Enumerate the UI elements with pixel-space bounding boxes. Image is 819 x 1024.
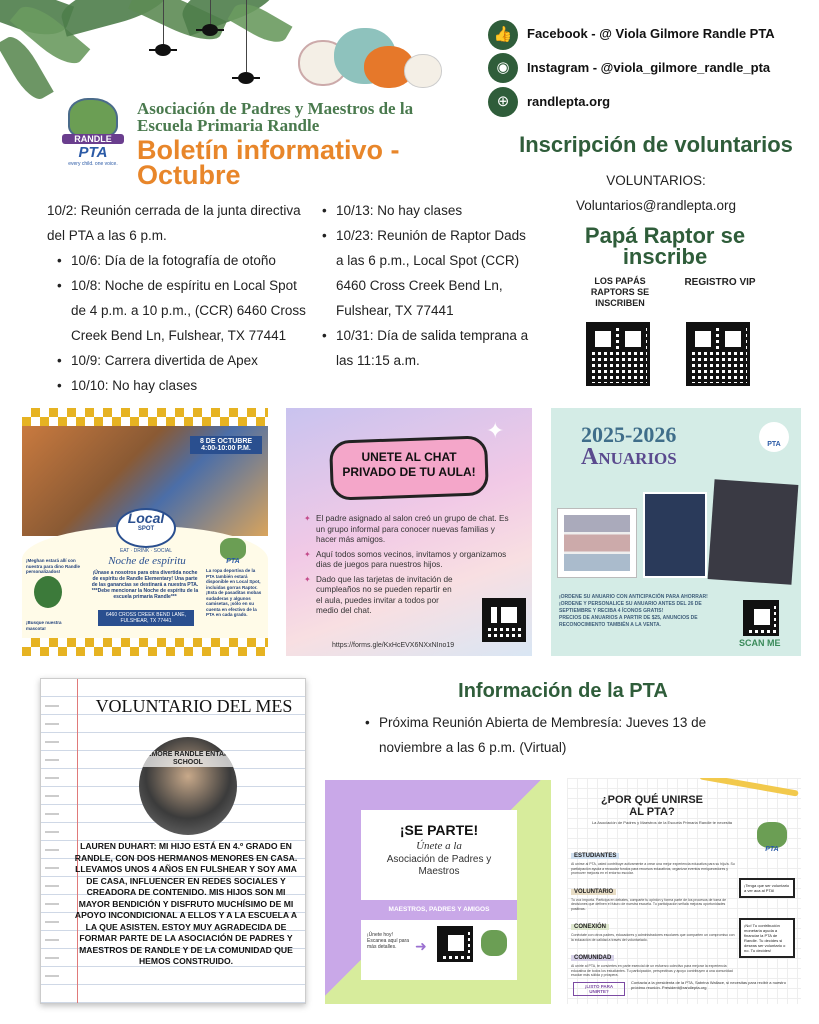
- vip-qr-code[interactable]: [686, 322, 750, 386]
- mascot-caption: ¡Busque nuestra mascota!: [26, 620, 62, 631]
- join-script: Únete a la: [416, 840, 462, 852]
- why-section: VOLUNTARIO Tu voz importa. Participa en debates, comparte tu opinión y forma parte de los procesos de toma de decisiones que definen el futuro de nuestra escuela. Tu participación señala mejoras oportunidades positivas.: [571, 888, 727, 911]
- chat-form-url[interactable]: https://forms.gle/KxHcEVX6NXxNIno19: [332, 642, 455, 649]
- flyer-body: ¡Únase a nosotros para otra divertida noche de espíritu de Randle Elementary! Una parte de las ganancias se destinará a nuestra PTA. ***Debe mencionar la Noche de espíritu de la escuela primaria Randle***: [91, 570, 199, 600]
- pta-logo: [220, 538, 246, 560]
- volunteer-month-body: LAUREN DUHART: MI HIJO ESTÁ EN 4.º GRADO EN RANDLE, CON DOS HERMANOS MENORES EN CASA. LLEVAMOS UNOS 4 AÑOS EN FULSHEAR Y SOY AMA DE CASA, INFLUENCER EN REDES SOCIALES Y CREADORA DE CONTENIDO. MIS HIJOS SON MI MAYOR BENDICIÓN Y DISFRUTO MUCHÍSIMO DE MI APOYO INCONDICIONAL A ELLOS Y A LA ESCUELA A LA QUE ASISTEN. ESTOY MUY AGRADECIDA DE FORMAR PARTE DE LA ASOCIACIÓN DE PADRES Y MAESTROS DE RANDLE Y DE LA COMUNIDAD QUE HEMOS CONSTRUIDO.: [74, 841, 298, 966]
- local-spot-flyer: [22, 408, 268, 656]
- logo-tagline: every child. one voice.: [68, 161, 118, 167]
- event-item: • 10/10: No hay clases: [57, 373, 307, 398]
- vip-registration-label: REGISTRO VIP: [684, 277, 756, 288]
- randle-pta-logo: [62, 98, 124, 178]
- star-bullet-icon: ✦: [304, 514, 311, 523]
- yearbook-title: Anuarios: [581, 444, 677, 470]
- facebook-link[interactable]: Facebook - @ Viola Gilmore Randle PTA: [527, 26, 775, 41]
- class-chat-flyer: [286, 408, 532, 656]
- star-bullet-icon: ✦: [304, 549, 311, 559]
- pta-info-title: Información de la PTA: [458, 680, 668, 702]
- volunteers-label: VOLUNTARIOS:: [606, 173, 706, 188]
- camera-icon[interactable]: ◉: [488, 53, 518, 83]
- yearbook-years: 2025-2026: [581, 422, 677, 447]
- event-item: • 10/8: Noche de espíritu en Local Spot de 4 p.m. a 10 p.m., (CCR) 6460 Cross Creek Bend Ln, Fulshear, TX 77441: [57, 273, 307, 348]
- join-title: ¡SE PARTE!: [399, 822, 479, 838]
- join-cta: ¡Únete hoy! Escanea aquí para más detalles.: [367, 932, 409, 950]
- yearbook-item: PRECIOS DE ANUARIOS A PARTIR DE $25, ANUNCIOS DE RECONOCIMIENTO TAMBIÉN A LA VENTA.: [559, 615, 698, 628]
- event-intro: 10/2: Reunión cerrada de la junta directiva del PTA a las 6 p.m.: [47, 203, 301, 243]
- scan-me-label: SCAN ME: [739, 638, 781, 648]
- event-item: • 10/23: Reunión de Raptor Dads a las 6 p.m., Local Spot (CCR) 6460 Cross Creek Bend Ln, Fulshear, TX 77441: [322, 223, 532, 323]
- flyer-title: Noche de espíritu: [108, 555, 186, 567]
- instagram-link[interactable]: Instagram - @viola_gilmore_randle_pta: [527, 60, 771, 75]
- why-section: ESTUDIANTES Al unirse al PTA, usted contribuye activamente a crear una mejor experiencia educativa para su hijo/a. Su participación ayuda a recaudar fondos para recursos educativos, organizar eventos enriquecedores y promover mejoras en el entorno escolar.: [571, 853, 735, 875]
- join-qr-code[interactable]: [437, 926, 473, 962]
- volunteer-photo: ELMORE RANDLE ENTARY SCHOOL: [139, 737, 237, 835]
- volunteers-email[interactable]: Voluntarios@randlepta.org: [575, 198, 737, 213]
- volunteer-of-month-card: [40, 678, 306, 1004]
- why-pta-logo: [757, 822, 787, 848]
- arrow-right-icon: ➜: [415, 938, 427, 954]
- chat-item: ✦ El padre asignado al salon creó un grupo de chat. Es un grupo informal para conocer nuevas familias y hacer más amigos.: [304, 514, 509, 544]
- join-subtitle: Asociación de Padres y Maestros: [386, 854, 492, 877]
- why-pta-label: PTA: [765, 846, 779, 853]
- flyer-side-note-right: La ropa deportiva de la PTA también estará disponible en Local Spot, incluidas gorras Raptor. ¡Esta de pasaditas mobas sudaderas y algunos camisetas, ¡sólo en su cuenta en efectivo de la PTA en cada grado.: [206, 568, 262, 617]
- why-intro: La Asociación de Padres y Maestros de la Escuela Primaria Randle te necesita: [591, 820, 733, 825]
- flyer-side-note-left: ¡Meghan estará allí con nuestra para dino Randle personalizados!: [26, 558, 81, 574]
- sparkle-icon: ✦: [486, 418, 505, 443]
- yearbook-qr-code[interactable]: [743, 600, 779, 636]
- chat-item: ✦ Aquí todos somos vecinos, invitamos y organizamos dias de juegos para nuestros hijos.: [304, 549, 507, 569]
- why-section: CONEXIÓN Conéctate con otros padres, educadores y administradores escolares que comparten un compromiso con la educación de calidad a través del voluntariado.: [571, 924, 735, 942]
- bulletin-title: Boletín informativo - Octubre: [137, 135, 400, 190]
- yearbook-flyer: [551, 408, 801, 656]
- volunteers-title: Inscripción de voluntarios: [519, 132, 793, 157]
- org-name: Asociación de Padres y Maestros de la Escuela Primaria Randle: [137, 99, 414, 135]
- why-join-flyer: [567, 778, 801, 1004]
- flyer-date: 8 DE OCTUBRE 4:00-10:00 P.M.: [190, 436, 262, 454]
- volunteer-month-title: VOLUNTARIO DEL MES: [95, 696, 293, 716]
- local-spot-logo: Local SPOT: [116, 508, 176, 548]
- yearbook-cover-image: [643, 492, 707, 578]
- event-item: • 10/31: Día de salida temprana a las 11:15 a.m.: [322, 323, 532, 373]
- join-pta-logo: [481, 930, 507, 956]
- why-title: ¿POR QUÉ UNIRSE AL PTA?: [600, 794, 704, 818]
- raptor-qr-code[interactable]: [586, 322, 650, 386]
- events-left-column: [47, 198, 307, 398]
- event-item: • 10/6: Día de la fotografía de otoño: [57, 248, 307, 273]
- yearbook-item: ¡ORDENE Y PERSONALICE SU ANUARIO ANTES DEL 26 DE SEPTIEMBRE Y RECIBA 4 ÍCONOS GRATIS!: [559, 601, 702, 614]
- local-spot-tagline: EAT · DRINK · SOCIAL: [119, 548, 173, 554]
- yearbook-book-image: [708, 479, 799, 585]
- raptor-signup-label: LOS PAPÁS RAPTORS SE INSCRIBEN: [590, 276, 650, 308]
- raptor-title: Papá Raptor se inscribe: [584, 223, 746, 269]
- yearbook-page-image: [557, 508, 637, 578]
- pta-label: PTA: [226, 558, 240, 565]
- why-footer-text: Contacta a la presidenta de la PTA, Sabrina Wallace, si necesitas para recibir a nuestro próximo reunión. President@randlepta.org: [631, 980, 786, 990]
- join-band: MAESTROS, PADRES Y AMIGOS: [361, 900, 517, 920]
- flyer-address: 6460 CROSS CREEK BEND LANE, FULSHEAR, TX 77441: [98, 610, 194, 626]
- mascot-image: [34, 576, 62, 608]
- pta-info-item: • Próxima Reunión Abierta de Membresía: Jueves 13 de noviembre a las 6 p.m. (Virtual): [365, 710, 745, 760]
- why-section: COMUNIDAD Al unirte al PTA, te conviertes en parte esencial de un esfuerzo colectivo para mejorar la experiencia educativa de todos los estudiantes. Tu participación, perspectivas y apoyo contribuyen a una comunidad escolar más sólida y próspera.: [571, 955, 733, 977]
- thumbs-up-icon[interactable]: 👍: [488, 20, 518, 50]
- ready-to-join-button[interactable]: ¡LISTO PARA UNIRTE?: [573, 982, 625, 996]
- event-item: • 10/13: No hay clases: [322, 198, 532, 223]
- why-quote-answer: ¡No! Tu contribución monetaria ayuda a financiar la PTA de Randle. Tu decides si deseas ser voluntario o no. Tu decides!: [739, 918, 795, 958]
- chat-item: ✦ Dado que las tarjetas de invitación de cumpleaños no se pueden repartir en el aula, puedes invitar a todos por medio del chat.: [304, 574, 453, 615]
- logo-text: RANDLE: [62, 134, 124, 144]
- website-link[interactable]: randlepta.org: [527, 94, 611, 109]
- yearbook-item: ¡ORDENE SU ANUARIO CON ANTICIPACIÓN PARA AHORRAR!: [559, 594, 708, 600]
- events-right-column: [322, 198, 532, 373]
- yearbook-pta-logo: PTA: [759, 422, 789, 452]
- join-pta-flyer: [325, 780, 551, 1004]
- chat-qr-code[interactable]: [482, 598, 526, 642]
- event-item: • 10/9: Carrera divertida de Apex: [57, 348, 307, 373]
- logo-pta: PTA: [78, 144, 108, 161]
- pta-info-list: [365, 710, 745, 760]
- star-bullet-icon: ✦: [304, 574, 311, 584]
- globe-icon[interactable]: ⊕: [488, 87, 518, 117]
- pencil-icon: [699, 778, 799, 797]
- why-quote-question: ¡Tenga que ser voluntario a ver aca al PTA!: [739, 878, 795, 898]
- chat-title: UNETE AL CHAT PRIVADO DE TU AULA!: [342, 450, 476, 479]
